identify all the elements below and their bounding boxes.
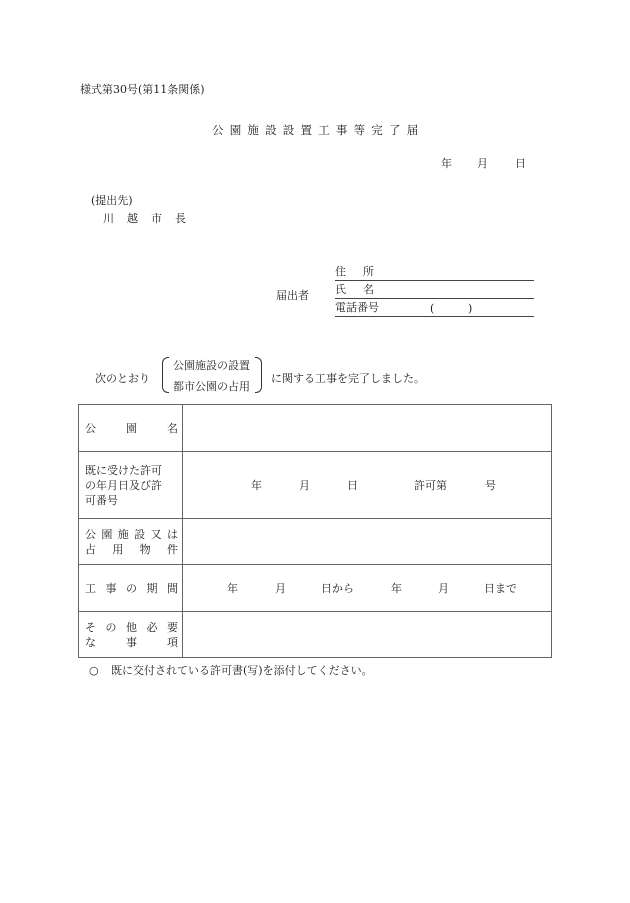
from-day-label: 日から [321, 582, 354, 595]
permit-month-label: 月 [299, 479, 310, 492]
to-year-label: 年 [391, 582, 402, 595]
option-facility-installation[interactable]: 公園施設の設置 [173, 359, 250, 372]
submission-date [441, 155, 526, 171]
option-park-occupancy[interactable]: 都市公園の占用 [173, 380, 250, 393]
table-row-facility [79, 519, 552, 565]
table-row-park-name [79, 405, 552, 452]
statement-prefix: 次のとおり [95, 372, 150, 385]
from-year-label: 年 [227, 582, 238, 595]
other-matters-input[interactable] [183, 612, 552, 658]
circle-bullet-icon: ○ [89, 664, 99, 677]
date-day-label: 日 [515, 157, 526, 170]
note-text: 既に交付されている許可書(写)を添付してください。 [111, 664, 373, 677]
period-input[interactable] [183, 565, 552, 612]
recipient-name: 川越市長 [103, 212, 199, 225]
date-year-label: 年 [441, 157, 452, 170]
permit-label: 既に受けた許可 の年月日及び許 可番号 [79, 452, 183, 519]
date-month-label: 月 [477, 157, 488, 170]
park-name-input[interactable] [183, 405, 552, 452]
from-month-label: 月 [275, 582, 286, 595]
other-matters-label: そ の 他 必 要 な 事 項 [79, 612, 183, 658]
purpose-options [162, 355, 262, 395]
name-field[interactable] [335, 282, 534, 299]
permit-year-label: 年 [251, 479, 262, 492]
attachment-note [89, 662, 373, 678]
address-field[interactable] [335, 264, 534, 281]
left-bracket [162, 357, 169, 393]
facility-input[interactable] [183, 519, 552, 565]
recipient-label: (提出先) [91, 194, 133, 207]
permit-input[interactable] [183, 452, 552, 519]
facility-label: 公 園 施 設 又 は 占 用 物 件 [79, 519, 183, 565]
phone-label: 電話番号 [335, 301, 379, 314]
table-row-other [79, 612, 552, 658]
permit-day-label: 日 [347, 479, 358, 492]
to-month-label: 月 [438, 582, 449, 595]
phone-area-paren-close: ) [468, 302, 473, 315]
to-day-label: 日まで [484, 582, 517, 595]
form-number: 様式第30号(第11条関係) [80, 83, 205, 96]
statement-suffix: に関する工事を完了しました。 [271, 372, 425, 385]
right-bracket [255, 357, 262, 393]
park-name-label: 公 園 名 [79, 405, 183, 452]
phone-field[interactable] [335, 300, 534, 317]
permit-number-label: 許可第 [414, 479, 447, 492]
table-row-permit [79, 452, 552, 519]
applicant-label: 届出者 [276, 289, 309, 302]
document-title: 公園施設設置工事等完了届 [212, 123, 425, 137]
period-label: 工 事 の 期 間 [79, 565, 183, 612]
completion-form-table [78, 404, 552, 658]
table-row-period [79, 565, 552, 612]
address-label: 住所 [335, 265, 391, 278]
name-label: 氏名 [335, 283, 391, 296]
permit-number-suffix: 号 [485, 479, 496, 492]
phone-area-paren-open: ( [430, 302, 435, 315]
